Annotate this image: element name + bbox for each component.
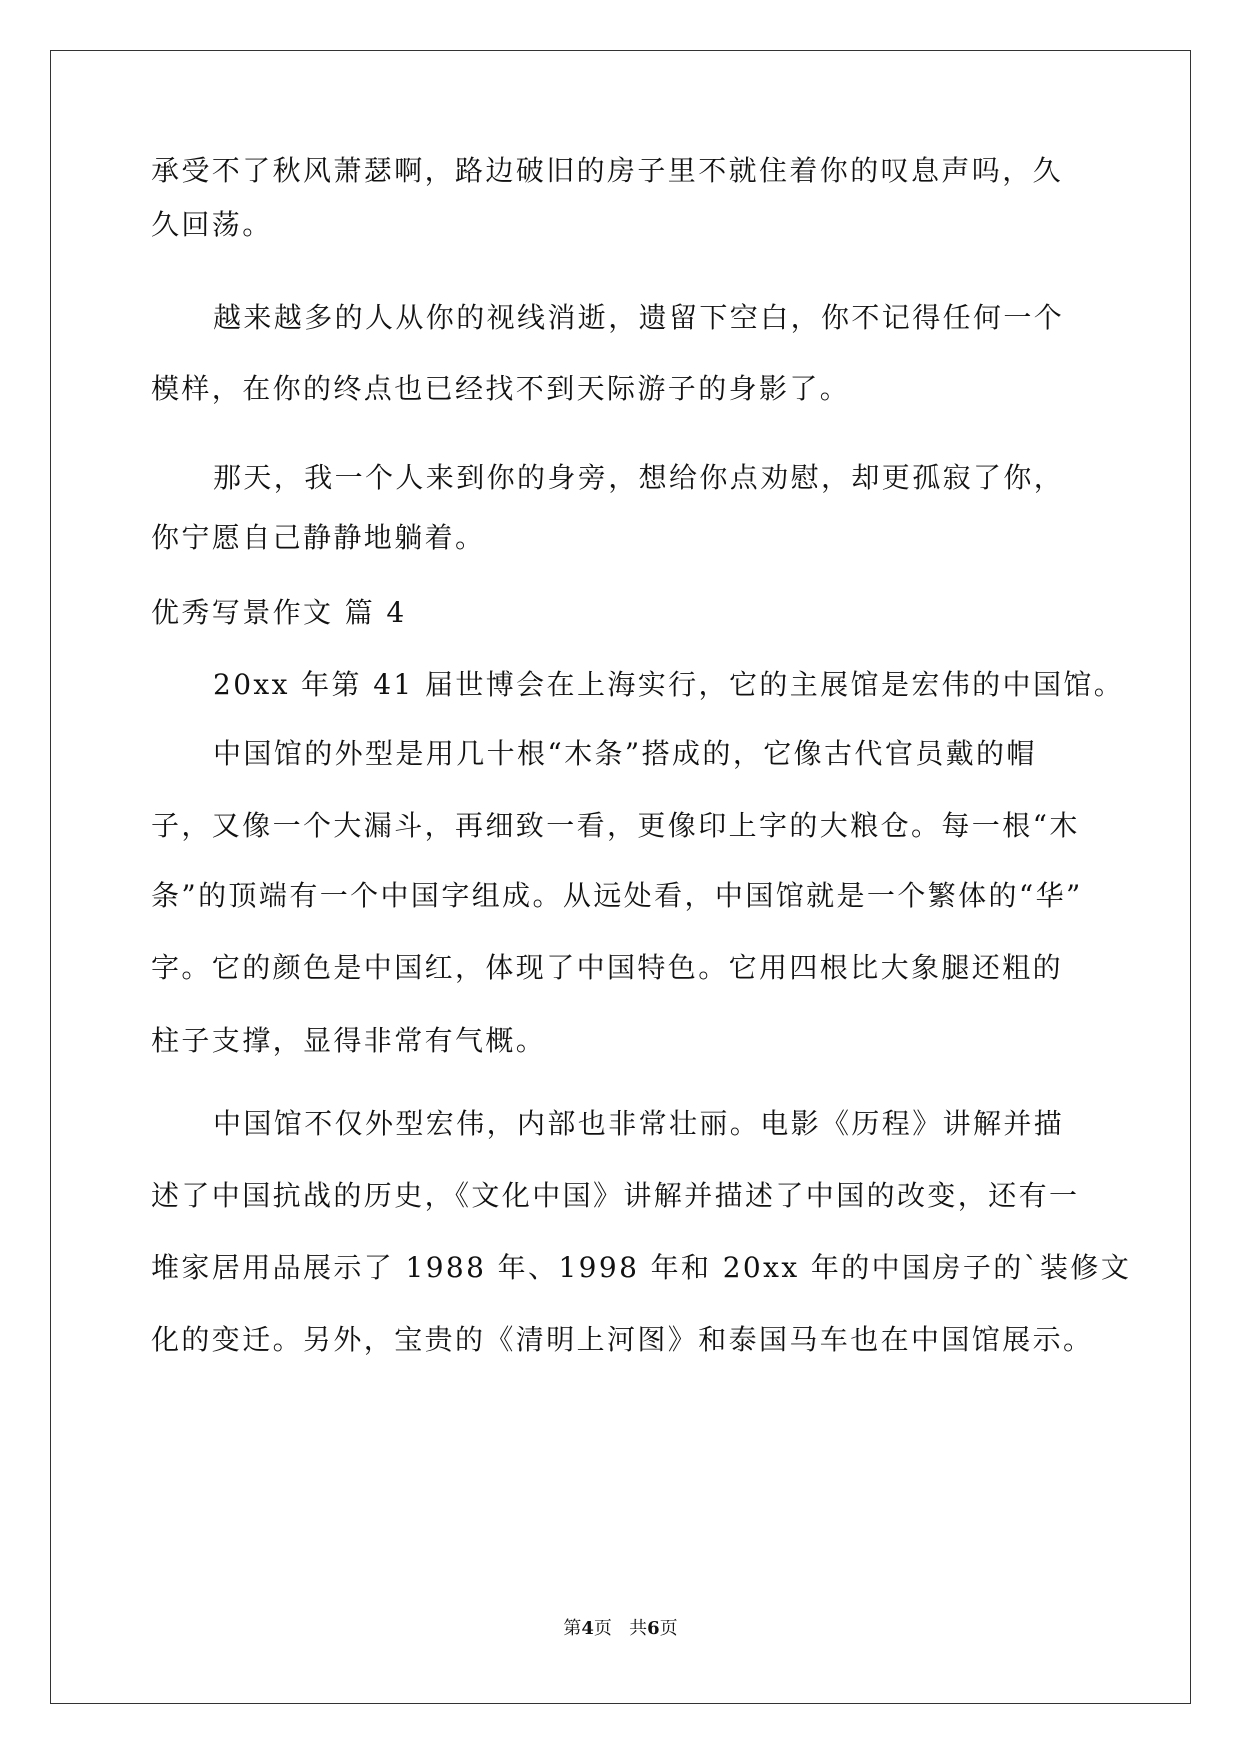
- footer-suffix: 页: [659, 1618, 678, 1639]
- body-line: 柱子支撑，显得非常有气概。: [151, 1024, 547, 1057]
- page-border: [50, 50, 1191, 1704]
- body-line: 述了中国抗战的历史，《文化中国》讲解并描述了中国的改变，还有一: [151, 1179, 1080, 1212]
- paragraph-start: 20xx 年第 41 届世博会在上海实行，它的主展馆是宏伟的中国馆。: [213, 668, 1125, 701]
- footer-prefix: 第: [563, 1618, 582, 1639]
- paragraph-start: 中国馆不仅外型宏伟，内部也非常壮丽。电影《历程》讲解并描: [213, 1107, 1065, 1140]
- section-heading: 优秀写景作文 篇 4: [151, 596, 407, 629]
- body-line: 你宁愿自己静静地躺着。: [151, 521, 486, 554]
- body-line: 条”的顶端有一个中国字组成。从远处看，中国馆就是一个繁体的“华”: [151, 879, 1083, 912]
- page-footer: [0, 1618, 1241, 1640]
- current-page-number: 4: [581, 1618, 594, 1639]
- body-line: 化的变迁。另外，宝贵的《清明上河图》和泰国马车也在中国馆展示。: [151, 1323, 1094, 1356]
- total-page-count: 6: [647, 1618, 660, 1639]
- paragraph-start: 越来越多的人从你的视线消逝，遗留下空白，你不记得任何一个: [213, 301, 1065, 334]
- body-line: 久回荡。: [151, 208, 273, 241]
- body-line: 承受不了秋风萧瑟啊，路边破旧的房子里不就住着你的叹息声吗，久: [151, 154, 1064, 187]
- paragraph-start: 中国馆的外型是用几十根“木条”搭成的，它像古代官员戴的帽: [213, 737, 1037, 770]
- body-line: 模样，在你的终点也已经找不到天际游子的身影了。: [151, 372, 851, 405]
- body-line: 字。它的颜色是中国红，体现了中国特色。它用四根比大象腿还粗的: [151, 951, 1064, 984]
- body-line: 堆家居用品展示了 1988 年、1998 年和 20xx 年的中国房子的`装修文: [151, 1251, 1132, 1284]
- body-line: 子，又像一个大漏斗，再细致一看，更像印上字的大粮仓。每一根“木: [151, 809, 1080, 842]
- footer-middle: 页 共: [593, 1618, 648, 1639]
- paragraph-start: 那天，我一个人来到你的身旁，想给你点劝慰，却更孤寂了你，: [213, 461, 1065, 494]
